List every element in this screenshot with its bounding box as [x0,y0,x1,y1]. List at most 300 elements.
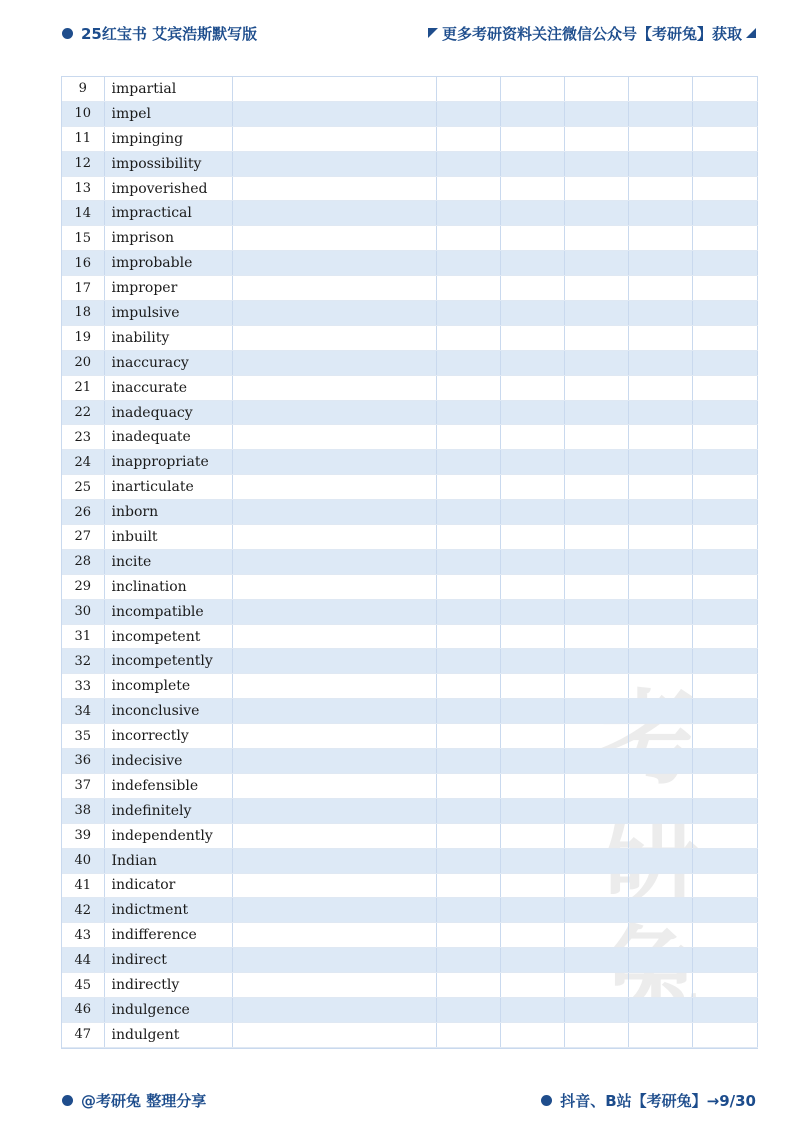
answer-cell [232,848,436,873]
answer-cell [628,325,692,350]
answer-cell [500,400,564,425]
answer-cell [628,898,692,923]
answer-cell [500,898,564,923]
answer-cell [692,599,757,624]
answer-cell [500,325,564,350]
answer-cell [692,151,757,176]
answer-cell [564,425,628,450]
answer-cell [628,126,692,151]
answer-cell [500,823,564,848]
answer-cell [232,699,436,724]
table-row [62,823,757,848]
answer-cell [692,749,757,774]
answer-cell [436,599,500,624]
answer-cell [564,1022,628,1047]
row-number: 43 [62,923,104,948]
answer-cell [628,699,692,724]
answer-cell [564,549,628,574]
table-body [62,77,757,1047]
row-number: 40 [62,848,104,873]
footer-page-info: 抖音、B站【考研兔】→9/30 [560,1091,756,1110]
answer-cell [628,251,692,276]
answer-cell [692,724,757,749]
footer-left [62,1090,206,1111]
answer-cell [692,798,757,823]
answer-cell [628,276,692,301]
answer-cell [564,574,628,599]
table-row [62,525,757,550]
answer-cell [628,724,692,749]
answer-cell [564,848,628,873]
answer-cell [692,624,757,649]
table-row [62,549,757,574]
answer-cell [436,276,500,301]
vocab-word: incite [104,549,232,574]
row-number: 18 [62,301,104,326]
answer-cell [628,350,692,375]
answer-cell [500,674,564,699]
answer-cell [436,948,500,973]
corner-triangle-icon [428,28,438,38]
answer-cell [500,475,564,500]
row-number: 23 [62,425,104,450]
answer-cell [436,475,500,500]
answer-cell [232,773,436,798]
table-row [62,948,757,973]
answer-cell [564,823,628,848]
answer-cell [692,201,757,226]
answer-cell [628,375,692,400]
answer-cell [232,151,436,176]
table-row [62,798,757,823]
answer-cell [628,176,692,201]
vocab-word: indirectly [104,973,232,998]
answer-cell [628,599,692,624]
vocab-word: inbuilt [104,525,232,550]
answer-cell [564,649,628,674]
vocab-word: indirect [104,948,232,973]
answer-cell [500,848,564,873]
vocab-word: indicator [104,873,232,898]
row-number: 27 [62,525,104,550]
table-row [62,624,757,649]
dictation-table [62,77,758,1048]
answer-cell [436,400,500,425]
answer-cell [436,77,500,101]
answer-cell [232,276,436,301]
answer-cell [436,525,500,550]
answer-cell [692,823,757,848]
vocab-word: incompetent [104,624,232,649]
answer-cell [436,574,500,599]
answer-cell [500,599,564,624]
answer-cell [692,873,757,898]
answer-cell [692,574,757,599]
table-row [62,699,757,724]
answer-cell [232,251,436,276]
table-row [62,923,757,948]
table-row [62,574,757,599]
answer-cell [500,948,564,973]
answer-cell [436,425,500,450]
answer-cell [564,276,628,301]
table-row [62,749,757,774]
footer-credit: @考研兔 整理分享 [81,1091,207,1110]
vocab-word: incompatible [104,599,232,624]
answer-cell [692,773,757,798]
answer-cell [628,923,692,948]
answer-cell [500,649,564,674]
answer-cell [628,301,692,326]
vocab-word: impulsive [104,301,232,326]
answer-cell [564,226,628,251]
answer-cell [628,201,692,226]
answer-cell [564,475,628,500]
header-right [428,23,756,44]
answer-cell [232,599,436,624]
answer-cell [500,425,564,450]
answer-cell [692,101,757,126]
answer-cell [232,475,436,500]
answer-cell [436,226,500,251]
answer-cell [436,350,500,375]
answer-cell [628,500,692,525]
answer-cell [500,773,564,798]
page-footer [62,1089,756,1111]
answer-cell [628,77,692,101]
answer-cell [692,77,757,101]
row-number: 9 [62,77,104,101]
watermark-char: 考 [599,679,701,799]
row-number: 46 [62,997,104,1022]
vocab-word: Indian [104,848,232,873]
answer-cell [500,549,564,574]
vocab-word: imprison [104,226,232,251]
answer-cell [436,749,500,774]
answer-cell [500,749,564,774]
row-number: 34 [62,699,104,724]
answer-cell [436,699,500,724]
answer-cell [500,923,564,948]
vocab-word: inclination [104,574,232,599]
answer-cell [692,400,757,425]
answer-cell [500,251,564,276]
answer-cell [564,325,628,350]
answer-cell [692,375,757,400]
vocab-word: inadequate [104,425,232,450]
table-row [62,101,757,126]
answer-cell [500,699,564,724]
vocab-word: inappropriate [104,450,232,475]
vocab-word: inaccuracy [104,350,232,375]
answer-cell [692,251,757,276]
vocab-word: impartial [104,77,232,101]
answer-cell [564,873,628,898]
answer-cell [436,898,500,923]
answer-cell [628,773,692,798]
row-number: 24 [62,450,104,475]
answer-cell [500,500,564,525]
answer-cell [232,500,436,525]
bullet-dot-icon [62,28,73,39]
table-row [62,450,757,475]
answer-cell [564,450,628,475]
answer-cell [500,77,564,101]
answer-cell [564,201,628,226]
answer-cell [436,997,500,1022]
answer-cell [564,773,628,798]
table-row [62,400,757,425]
answer-cell [692,699,757,724]
bullet-dot-icon [62,1095,73,1106]
answer-cell [628,749,692,774]
answer-cell [564,948,628,973]
row-number: 37 [62,773,104,798]
table-row [62,176,757,201]
answer-cell [692,500,757,525]
answer-cell [564,301,628,326]
header-title: 25红宝书 艾宾浩斯默写版 [81,24,258,43]
vocab-word: indecisive [104,749,232,774]
answer-cell [628,525,692,550]
answer-cell [436,798,500,823]
answer-cell [436,201,500,226]
vocab-word: indifference [104,923,232,948]
row-number: 28 [62,549,104,574]
answer-cell [564,724,628,749]
row-number: 31 [62,624,104,649]
answer-cell [436,325,500,350]
answer-cell [564,525,628,550]
answer-cell [564,798,628,823]
table-row [62,77,757,101]
row-number: 16 [62,251,104,276]
row-number: 42 [62,898,104,923]
table-row [62,301,757,326]
answer-cell [564,176,628,201]
vocab-word: indictment [104,898,232,923]
corner-triangle-icon [746,28,756,38]
answer-cell [564,375,628,400]
answer-cell [436,848,500,873]
answer-cell [436,500,500,525]
answer-cell [628,873,692,898]
answer-cell [628,624,692,649]
answer-cell [500,176,564,201]
answer-cell [436,973,500,998]
vocab-word: indefensible [104,773,232,798]
answer-cell [628,973,692,998]
answer-cell [232,923,436,948]
answer-cell [500,350,564,375]
row-number: 10 [62,101,104,126]
answer-cell [564,599,628,624]
answer-cell [500,151,564,176]
row-number: 14 [62,201,104,226]
answer-cell [500,973,564,998]
vocab-word: indulgent [104,1022,232,1047]
answer-cell [564,126,628,151]
answer-cell [232,823,436,848]
answer-cell [232,574,436,599]
answer-cell [436,1022,500,1047]
answer-cell [436,176,500,201]
row-number: 13 [62,176,104,201]
row-number: 26 [62,500,104,525]
answer-cell [232,325,436,350]
row-number: 11 [62,126,104,151]
table-row [62,325,757,350]
answer-cell [500,624,564,649]
answer-cell [436,724,500,749]
answer-cell [628,823,692,848]
answer-cell [692,450,757,475]
answer-cell [692,525,757,550]
answer-cell [232,350,436,375]
answer-cell [628,226,692,251]
answer-cell [500,1022,564,1047]
page-header [62,22,756,44]
row-number: 33 [62,674,104,699]
answer-cell [628,400,692,425]
table-row [62,649,757,674]
table-row [62,276,757,301]
answer-cell [232,400,436,425]
vocab-word: improbable [104,251,232,276]
vocab-word: indulgence [104,997,232,1022]
answer-cell [692,973,757,998]
answer-cell [232,997,436,1022]
answer-cell [436,649,500,674]
answer-cell [628,848,692,873]
vocab-word: incompetently [104,649,232,674]
answer-cell [628,1022,692,1047]
answer-cell [628,101,692,126]
answer-cell [692,176,757,201]
answer-cell [564,251,628,276]
answer-cell [232,798,436,823]
answer-cell [692,549,757,574]
table-row [62,997,757,1022]
vocab-word: inaccurate [104,375,232,400]
row-number: 15 [62,226,104,251]
row-number: 19 [62,325,104,350]
answer-cell [564,101,628,126]
watermark-char: 兔 [599,915,701,1035]
table-row [62,1022,757,1047]
answer-cell [232,425,436,450]
header-promo: 更多考研资料关注微信公众号【考研兔】获取 [441,24,742,43]
table-row [62,674,757,699]
answer-cell [564,749,628,774]
answer-cell [232,549,436,574]
answer-cell [232,649,436,674]
answer-cell [232,101,436,126]
answer-cell [692,325,757,350]
answer-cell [436,773,500,798]
answer-cell [692,848,757,873]
answer-cell [232,873,436,898]
answer-cell [628,151,692,176]
answer-cell [692,350,757,375]
answer-cell [500,997,564,1022]
answer-cell [500,450,564,475]
answer-cell [232,226,436,251]
answer-cell [692,226,757,251]
answer-cell [500,226,564,251]
answer-cell [564,624,628,649]
answer-cell [692,923,757,948]
answer-cell [232,450,436,475]
answer-cell [628,425,692,450]
vocab-word: independently [104,823,232,848]
answer-cell [628,549,692,574]
answer-cell [232,749,436,774]
row-number: 41 [62,873,104,898]
table-row [62,599,757,624]
table-row [62,151,757,176]
answer-cell [564,674,628,699]
answer-cell [436,624,500,649]
answer-cell [692,1022,757,1047]
table-row [62,898,757,923]
answer-cell [628,649,692,674]
table-row [62,475,757,500]
answer-cell [500,301,564,326]
table-row [62,375,757,400]
answer-cell [692,649,757,674]
answer-cell [232,77,436,101]
answer-cell [692,425,757,450]
table-row [62,201,757,226]
answer-cell [500,724,564,749]
answer-cell [232,674,436,699]
answer-cell [692,126,757,151]
table-row [62,724,757,749]
answer-cell [628,674,692,699]
answer-cell [692,948,757,973]
answer-cell [564,151,628,176]
answer-cell [628,798,692,823]
answer-cell [692,674,757,699]
table-row [62,848,757,873]
answer-cell [436,923,500,948]
answer-cell [564,350,628,375]
vocab-word: inarticulate [104,475,232,500]
answer-cell [232,525,436,550]
answer-cell [232,201,436,226]
answer-cell [436,151,500,176]
table-row [62,773,757,798]
vocab-word: inability [104,325,232,350]
answer-cell [628,948,692,973]
vocab-word: inadequacy [104,400,232,425]
vocab-word: impractical [104,201,232,226]
answer-cell [692,276,757,301]
answer-cell [500,873,564,898]
answer-cell [564,923,628,948]
answer-cell [564,973,628,998]
answer-cell [232,176,436,201]
footer-right [541,1090,756,1111]
row-number: 21 [62,375,104,400]
row-number: 38 [62,798,104,823]
vocab-word: incorrectly [104,724,232,749]
answer-cell [692,475,757,500]
answer-cell [436,823,500,848]
answer-cell [628,475,692,500]
answer-cell [436,375,500,400]
